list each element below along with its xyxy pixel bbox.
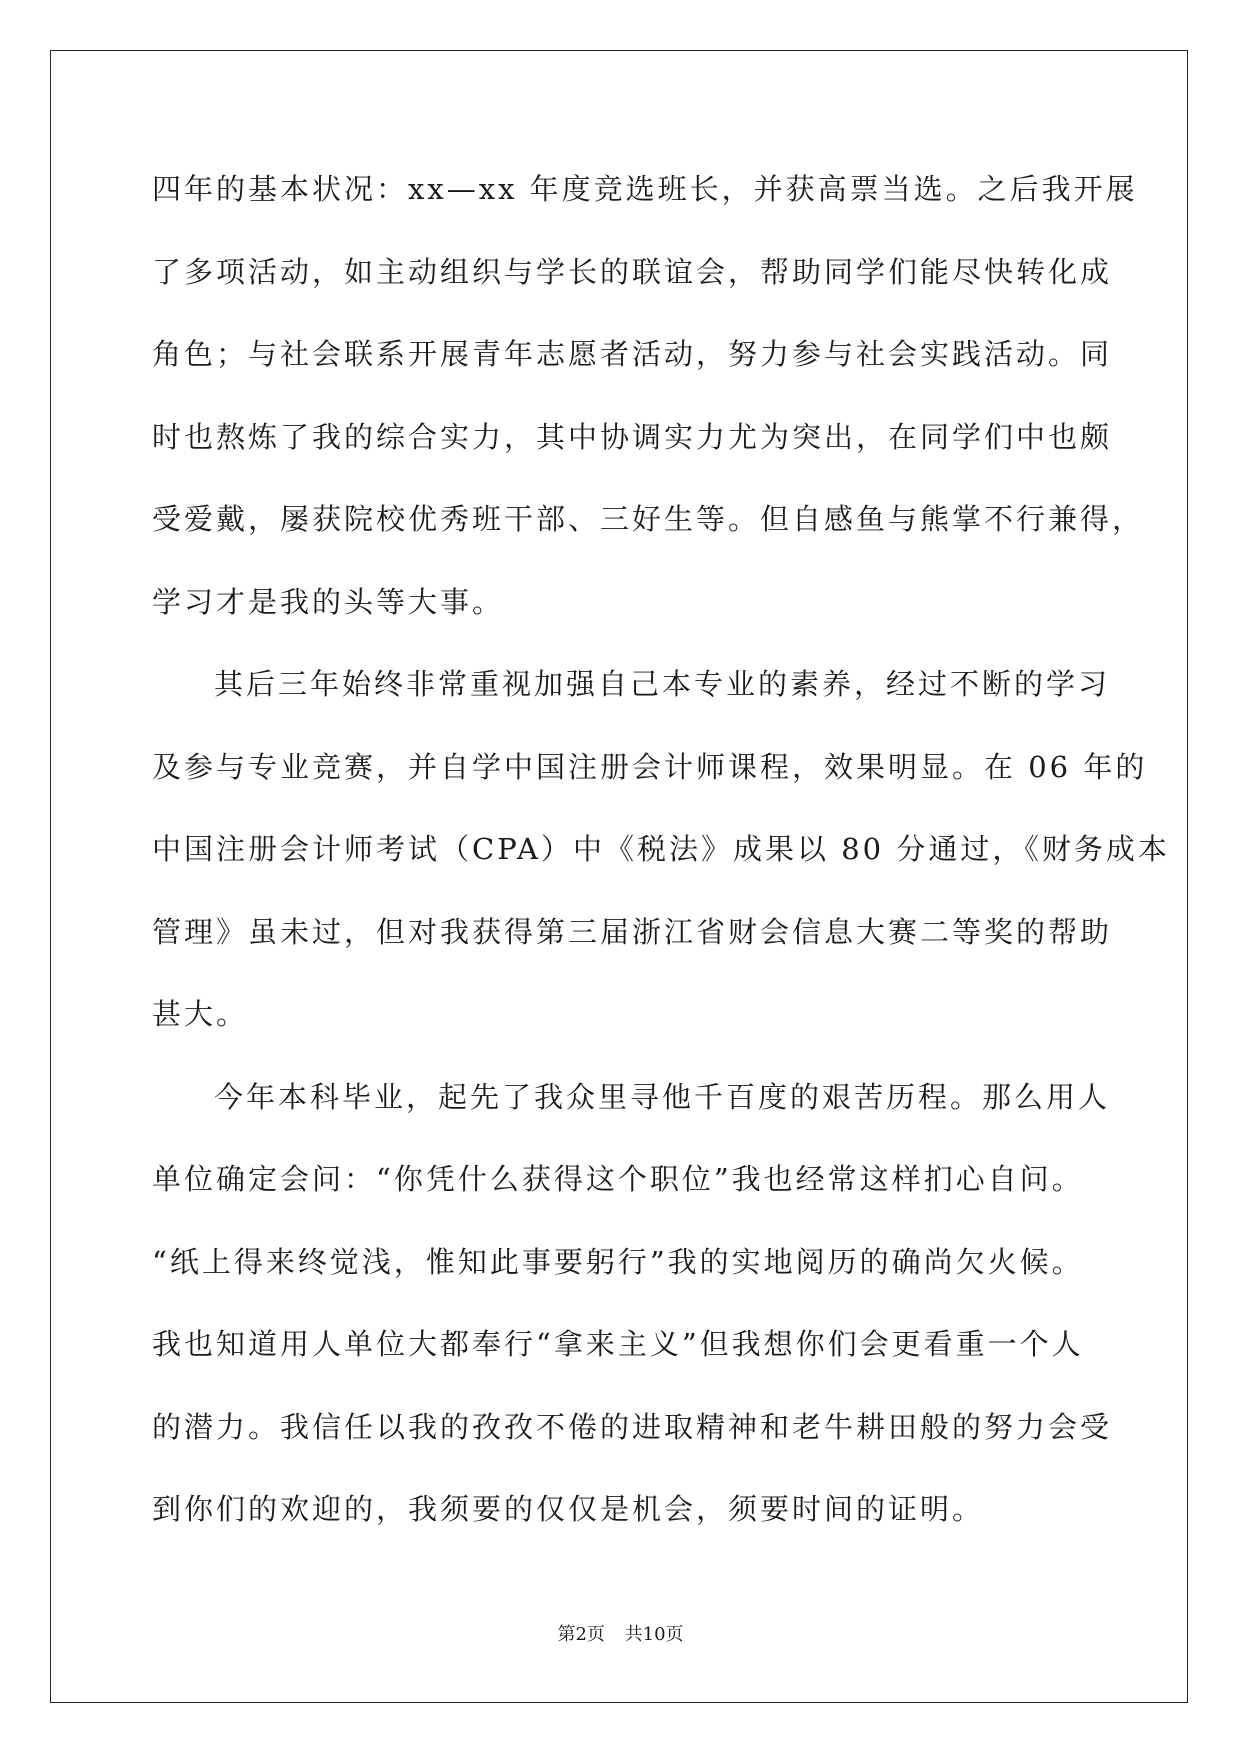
paragraph-start-line: 今年本科毕业，起先了我众里寻他千百度的艰苦历程。那么用人 [214, 1079, 1111, 1114]
text-line: 的潜力。我信任以我的孜孜不倦的进取精神和老牛耕田般的努力会受 [152, 1409, 1113, 1444]
text-line: 甚大。 [152, 997, 249, 1031]
text-line: 中国注册会计师考试（CPA）中《税法》成果以 80 分通过，《财务成本 [152, 832, 1170, 866]
text-line: 及参与专业竞赛，并自学中国注册会计师课程，效果明显。在 06 年的 [152, 749, 1148, 784]
text-line: “纸上得来终觉浅，惟知此事要躬行”我的实地阅历的确尚欠火候。 [152, 1244, 1084, 1279]
page-footer [0, 1623, 1241, 1647]
text-line: 到你们的欢迎的，我须要的仅仅是机会，须要时间的证明。 [152, 1492, 985, 1526]
page-number: 第2页 [557, 1624, 605, 1645]
text-line: 管理》虽未过，但对我获得第三届浙江省财会信息大赛二等奖的帮助 [152, 914, 1113, 949]
text-line: 角色；与社会联系开展青年志愿者活动，努力参与社会实践活动。同 [152, 337, 1113, 371]
text-line: 四年的基本状况：xx—xx 年度竞选班长，并获高票当选。之后我开展 [152, 172, 1138, 206]
document-body [152, 160, 1170, 1563]
text-line: 单位确定会问：“你凭什么获得这个职位”我也经常这样扪心自问。 [152, 1162, 1084, 1196]
paragraph-start-line: 其后三年始终非常重视加强自己本专业的素养，经过不断的学习 [214, 667, 1111, 701]
text-line: 学习才是我的头等大事。 [152, 584, 505, 619]
text-line: 我也知道用人单位大都奉行“拿来主义”但我想你们会更看重一个人 [152, 1327, 1084, 1361]
text-line: 了多项活动，如主动组织与学长的联谊会，帮助同学们能尽快转化成 [152, 254, 1113, 289]
total-pages: 共10页 [624, 1624, 684, 1645]
text-line: 时也熬炼了我的综合实力，其中协调实力尤为突出，在同学们中也颇 [152, 419, 1113, 454]
text-line: 受爱戴，屡获院校优秀班干部、三好生等。但自感鱼与熊掌不行兼得， [152, 502, 1145, 536]
